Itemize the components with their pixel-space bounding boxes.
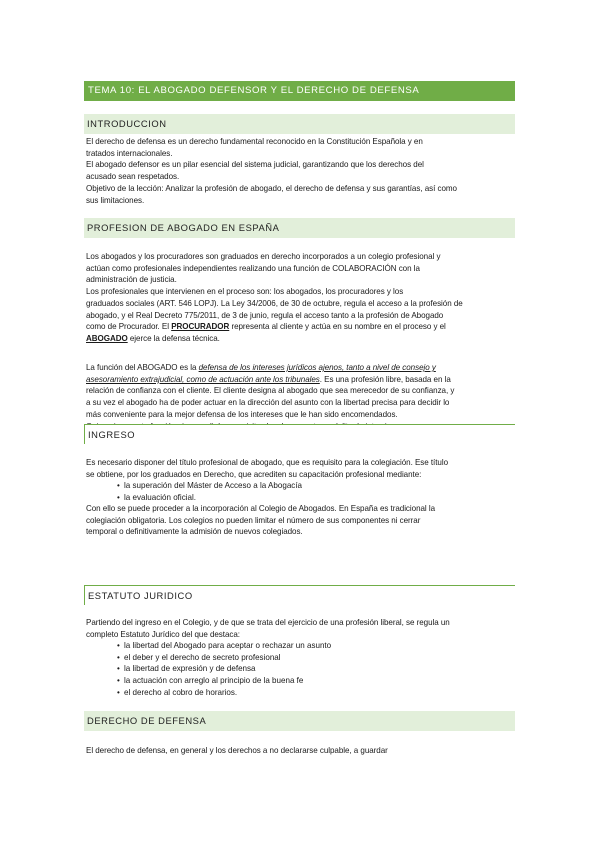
list-item-text: la evaluación oficial. [124, 492, 197, 502]
text-line [86, 333, 516, 345]
ingreso-bullet-list [117, 480, 497, 503]
text-line [86, 321, 516, 333]
ingreso-paragraph-2 [86, 503, 516, 538]
text-line: El derecho de defensa es un derecho fundamental reconocido en la Constitución Española y en [86, 137, 423, 146]
estatuto-bullet-list [117, 640, 497, 699]
text-line: El abogado defensor es un pilar esencial del sistema judicial, garantizando que los derechos del [86, 160, 424, 170]
list-item [117, 640, 497, 652]
list-item-text: el deber y el derecho de secreto profesional [124, 652, 281, 662]
text-line [86, 374, 516, 386]
section-heading-estatuto: ESTATUTO JURIDICO [84, 585, 515, 605]
section-heading-profesion: PROFESION DE ABOGADO EN ESPAÑA [84, 218, 515, 238]
list-item-text: la libertad del Abogado para aceptar o rechazar un asunto [124, 641, 332, 650]
abogado-term: ABOGADO [86, 333, 128, 343]
text-line: administración de justicia. [86, 275, 177, 285]
underlined-text: asesoramiento extrajudicial, como de actuación ante los tribunales [86, 374, 320, 384]
text-line: graduados sociales (ART. 546 LOPJ). La Ley 34/2006, de 30 de octubre, regula el acceso a la profesión de [86, 298, 463, 308]
list-item [117, 687, 497, 699]
bullet-icon: • [117, 492, 120, 502]
text-line: acusado sean respetados. [86, 172, 180, 182]
list-item [117, 492, 497, 504]
bullet-icon: • [117, 652, 120, 662]
bullet-icon: • [117, 641, 120, 650]
defensa-paragraph [86, 745, 516, 757]
bullet-icon: • [117, 687, 120, 697]
text-line: se obtiene, por los graduados en Derecho, que acrediten su capacitación profesional mediante: [86, 469, 422, 479]
section-heading-introduccion: INTRODUCCION [84, 114, 515, 134]
text-run: representa al cliente y actúa en su nombre en el proceso y el [229, 322, 446, 332]
text-run: ejerce la defensa técnica. [127, 333, 220, 343]
list-item-text: la libertad de expresión y de defensa [124, 664, 256, 674]
intro-paragraph [86, 136, 516, 206]
text-line: colegiación obligatoria. Los colegios no pueden limitar el número de sus componentes ni cerrar [86, 515, 421, 525]
section-heading-derecho-defensa: DERECHO DE DEFENSA [84, 711, 515, 731]
underlined-text: defensa de los intereses jurídicos ajenos, tanto a nivel de consejo y [198, 363, 436, 372]
bullet-icon: • [117, 676, 120, 686]
list-item [117, 652, 497, 664]
text-line [86, 362, 516, 374]
text-run: . Es una profesión libre, basada en la [319, 374, 451, 384]
list-item [117, 663, 497, 675]
estatuto-paragraph [86, 617, 516, 640]
text-line: Con ello se puede proceder a la incorporación al Colegio de Abogados. En España es tradicional la [86, 504, 436, 513]
list-item-text: la actuación con arreglo al principio de la buena fe [124, 676, 304, 686]
profesion-paragraph-2 [86, 362, 516, 432]
list-item-text: la superación del Máster de Acceso a la Abogacía [124, 481, 303, 490]
text-run: como de Procurador. El [86, 322, 172, 332]
bullet-icon: • [117, 481, 120, 490]
text-line: Los profesionales que intervienen en el proceso son: los abogados, los procuradores y los [86, 287, 404, 297]
list-item [117, 675, 497, 687]
ingreso-paragraph-1 [86, 457, 516, 480]
text-line: abogado, y el Real Decreto 775/2011, de 3 de junio, regula el acceso tanto a la profesión de Abogado [86, 310, 444, 320]
text-line: Partiendo del ingreso en el Colegio, y de que se trata del ejercicio de una profesión liberal, se regula un [86, 618, 450, 627]
text-line: Objetivo de la lección: Analizar la profesión de abogado, el derecho de defensa y sus garantías, así como [86, 183, 457, 193]
profesion-paragraph-1 [86, 251, 516, 345]
text-line: actúan como profesionales independientes realizando una función de COLABORACIÓN con la [86, 263, 420, 273]
text-run: La función del ABOGADO es la [86, 363, 199, 372]
text-line: Es necesario disponer del título profesional de abogado, que es requisito para la colegiación. Ese título [86, 458, 449, 467]
text-line: completo Estatuto Jurídico del que destaca: [86, 629, 240, 639]
text-line: más conveniente para la mejor defensa de los intereses que le han sido encomendados. [86, 409, 398, 419]
text-line: relación de confianza con el cliente. El cliente designa al abogado que sea merecedor de su confianza, y [86, 386, 455, 396]
text-line: a su vez el abogado ha de poder actuar en la dirección del asunto con la libertad precisa para decidir lo [86, 398, 450, 408]
text-line: tratados internacionales. [86, 148, 173, 158]
text-line: El derecho de defensa, en general y los derechos a no declararse culpable, a guardar [86, 746, 388, 755]
bullet-icon: • [117, 664, 120, 674]
list-item-text: el derecho al cobro de horarios. [124, 687, 238, 697]
document-title: TEMA 10: EL ABOGADO DEFENSOR Y EL DERECHO DE DEFENSA [84, 81, 515, 101]
procurador-term: PROCURADOR [171, 322, 230, 332]
text-line: temporal o definitivamente la admisión de nuevos colegiados. [86, 527, 303, 537]
section-heading-ingreso: INGRESO [84, 424, 515, 444]
text-line: Los abogados y los procuradores son graduados en derecho incorporados a un colegio profesional y [86, 252, 441, 261]
text-line: sus limitaciones. [86, 195, 145, 205]
list-item [117, 480, 497, 492]
